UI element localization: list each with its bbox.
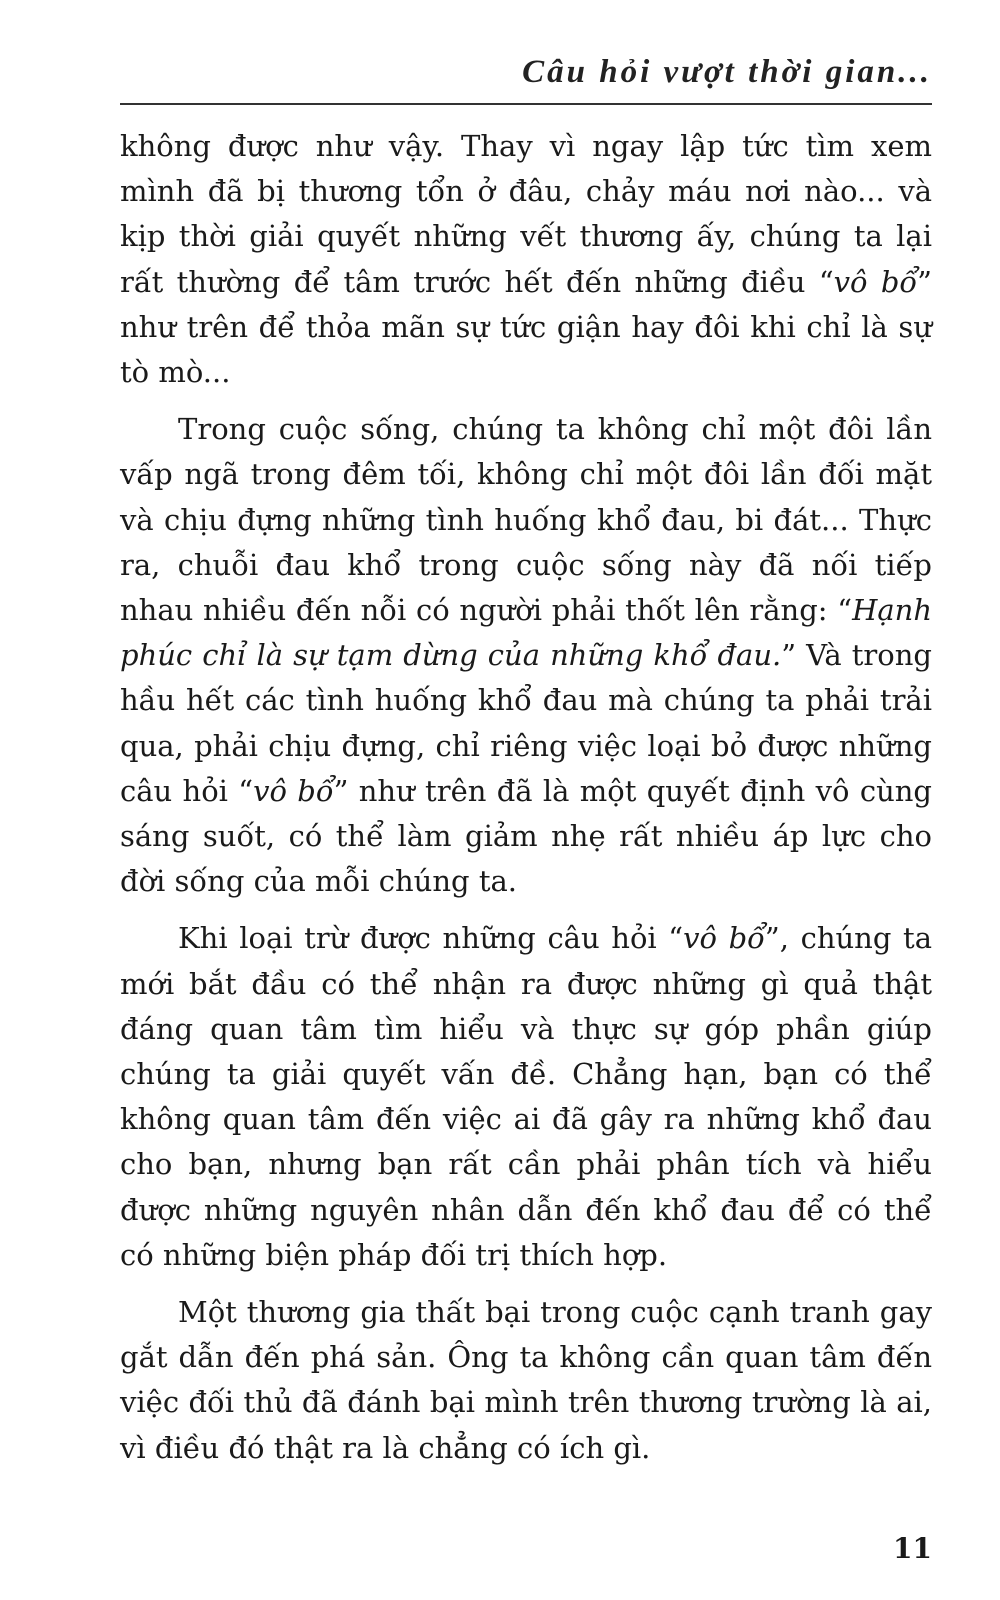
italic-phrase: vô bổ — [253, 773, 334, 808]
italic-phrase: vô bổ — [833, 264, 918, 299]
paragraph-1 — [120, 124, 932, 395]
header-rule — [120, 103, 932, 105]
italic-quote: Hạnh phúc chỉ là sự tạm dừng của những khổ đau. — [120, 593, 932, 673]
running-header: Câu hỏi vượt thời gian... — [522, 54, 932, 90]
paragraph-3 — [120, 916, 932, 1278]
paragraph-2 — [120, 407, 932, 904]
body-text — [120, 124, 932, 1483]
text-run: Một thương gia thất bại trong cuộc cạnh tranh gay gắt dẫn đến phá sản. Ông ta không cần quan tâm đến việc đối thủ đã đánh bại mình trên thương trường là ai, vì điều đó thật ra là chẳng có ích gì. — [120, 1295, 932, 1465]
text-run: ” như trên đã là một quyết định vô cùng sáng suốt, có thể làm giảm nhẹ rất nhiều áp lực cho đời sống của mỗi chúng ta. — [120, 773, 932, 899]
text-run: ”, chúng ta mới bắt đầu có thể nhận ra được những gì quả thật đáng quan tâm tìm hiểu và thực sự góp phần giúp chúng ta giải quyết vấn đề. Chẳng hạn, bạn có thể không quan tâm đến việc ai đã gây ra những khổ đau cho bạn, nhưng bạn rất cần phải phân tích và hiểu được những nguyên nhân dẫn đến khổ đau để có thể có những biện pháp đối trị thích hợp. — [120, 921, 932, 1272]
text-run: ” như trên để thỏa mãn sự tức giận hay đôi khi chỉ là sự tò mò... — [120, 264, 932, 390]
page-number: 11 — [893, 1532, 932, 1565]
text-run: Khi loại trừ được những câu hỏi “ — [178, 921, 684, 956]
paragraph-4 — [120, 1290, 932, 1471]
text-run: Trong cuộc sống, chúng ta không chỉ một đôi lần vấp ngã trong đêm tối, không chỉ một đôi lần đối mặt và chịu đựng những tình huống khổ đau, bi đát... Thực ra, chuỗi đau khổ trong cuộc sống này đã nối tiếp nhau nhiều đến nỗi có người phải thốt lên rằng: “ — [120, 412, 932, 628]
italic-phrase: vô bổ — [683, 921, 765, 956]
text-run: ” Và trong hầu hết các tình huống khổ đau mà chúng ta phải trải qua, phải chịu đựng, chỉ riêng việc loại bỏ được những câu hỏi “ — [120, 638, 932, 808]
text-run: không được như vậy. Thay vì ngay lập tức tìm xem mình đã bị thương tổn ở đâu, chảy máu nơi nào... và kịp thời giải quyết những vết thương ấy, chúng ta lại rất thường để tâm trước hết đến những điều “ — [120, 129, 932, 299]
